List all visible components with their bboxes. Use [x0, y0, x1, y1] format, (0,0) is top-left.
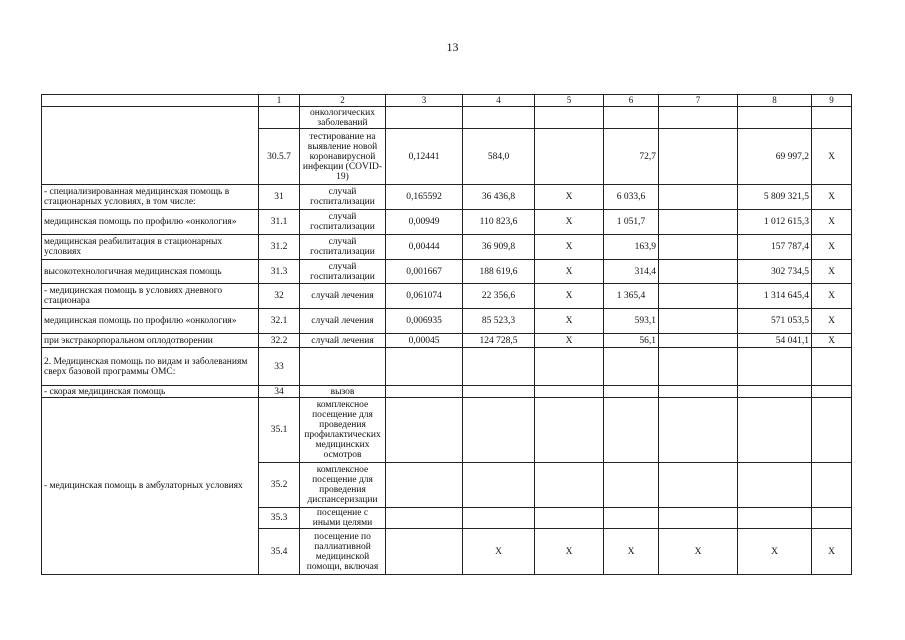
- cell-col4: 584,0: [463, 129, 535, 185]
- table-row: [42, 309, 852, 334]
- data-table: [41, 94, 852, 575]
- cell-col9: X: [812, 529, 852, 575]
- row-code-cell: 31.2: [259, 235, 300, 260]
- cell-col8: 302 734,5: [738, 260, 812, 284]
- row-code-cell: 34: [259, 386, 300, 398]
- cell-col8: 5 809 321,5: [738, 185, 812, 210]
- cell-col3: 0,061074: [386, 284, 463, 309]
- header-cell-7: 7: [659, 95, 738, 107]
- row-code-cell: 35.1: [259, 398, 300, 463]
- row-unit-cell: [300, 348, 386, 386]
- cell-col3: [386, 529, 463, 575]
- cell-col3: 0,00949: [386, 210, 463, 235]
- cell-col9: X: [812, 284, 852, 309]
- row-code-cell: 31.1: [259, 210, 300, 235]
- cell-col4: X: [463, 529, 535, 575]
- row-unit-cell: посещение с иными целями: [300, 508, 386, 529]
- row-code-cell: 30.5.7: [259, 129, 300, 185]
- cell-col6: 72,7: [604, 129, 659, 185]
- table-row: [42, 185, 852, 210]
- header-row: [42, 95, 852, 107]
- cell-col8: 1 012 615,3: [738, 210, 812, 235]
- cell-col8: X: [738, 529, 812, 575]
- cell-col3: 0,001667: [386, 260, 463, 284]
- row-code-cell: 31.3: [259, 260, 300, 284]
- row-unit-cell: случай госпитализации: [300, 260, 386, 284]
- cell-col5: X: [535, 284, 604, 309]
- cell-col5: X: [535, 309, 604, 334]
- header-cell-2: 2: [300, 95, 386, 107]
- cell-col7: [659, 129, 738, 185]
- row-unit-cell: комплексное посещение для проведения профилактических медицинских осмотров: [300, 398, 386, 463]
- header-cell-8: 8: [738, 95, 812, 107]
- cell-col7: [659, 309, 738, 334]
- cell-col9: X: [812, 334, 852, 348]
- row-code-cell: 32.1: [259, 309, 300, 334]
- row-name-cell: 2. Медицинская помощь по видам и заболеваниям сверх базовой программы ОМС:: [42, 348, 259, 386]
- row-code-cell: [259, 107, 300, 129]
- cell-col3: 0,006935: [386, 309, 463, 334]
- cell-col7: [659, 334, 738, 348]
- cell-col7: [659, 235, 738, 260]
- table-row: [42, 260, 852, 284]
- cell-col9: X: [812, 210, 852, 235]
- cell-col8: 54 041,1: [738, 334, 812, 348]
- row-unit-cell: случай госпитализации: [300, 185, 386, 210]
- row-unit-cell: вызов: [300, 386, 386, 398]
- row-name-cell: высокотехнологичная медицинская помощь: [42, 260, 259, 284]
- cell-col7: [659, 210, 738, 235]
- cell-col8: 69 997,2: [738, 129, 812, 185]
- cell-col5: X: [535, 210, 604, 235]
- table-row: [42, 348, 852, 386]
- cell-col9: X: [812, 129, 852, 185]
- cell-col6: 1 365,4: [604, 284, 659, 309]
- table-row: [42, 398, 852, 463]
- header-cell-9: 9: [812, 95, 852, 107]
- cell-col7: [659, 284, 738, 309]
- row-name-cell: - медицинская помощь в амбулаторных условиях: [42, 398, 259, 575]
- row-code-cell: 35.2: [259, 463, 300, 508]
- cell-col6: X: [604, 529, 659, 575]
- row-name-cell: при экстракорпоральном оплодотворении: [42, 334, 259, 348]
- row-code-cell: 32: [259, 284, 300, 309]
- row-code-cell: 32.2: [259, 334, 300, 348]
- header-cell-6: 6: [604, 95, 659, 107]
- row-unit-cell: случай госпитализации: [300, 235, 386, 260]
- table-row: [42, 334, 852, 348]
- table-row: [42, 386, 852, 398]
- cell-col6: 56,1: [604, 334, 659, 348]
- row-code-cell: 33: [259, 348, 300, 386]
- row-name-cell: [42, 107, 259, 185]
- row-unit-cell: онкологических заболеваний: [300, 107, 386, 129]
- row-unit-cell: посещение по паллиативной медицинской помощи, включая: [300, 529, 386, 575]
- cell-col7: X: [659, 529, 738, 575]
- cell-col6: 593,1: [604, 309, 659, 334]
- cell-col4: 124 728,5: [463, 334, 535, 348]
- cell-col7: [659, 185, 738, 210]
- row-name-cell: медицинская помощь по профилю «онкология»: [42, 309, 259, 334]
- cell-col6: 163,9: [604, 235, 659, 260]
- cell-col5: X: [535, 235, 604, 260]
- row-code-cell: 31: [259, 185, 300, 210]
- table-row: [42, 235, 852, 260]
- cell-col5: X: [535, 260, 604, 284]
- cell-col3: 0,00444: [386, 235, 463, 260]
- cell-col8: 1 314 645,4: [738, 284, 812, 309]
- cell-col3: 0,165592: [386, 185, 463, 210]
- cell-col3: 0,12441: [386, 129, 463, 185]
- cell-col4: 110 823,6: [463, 210, 535, 235]
- row-unit-cell: случай лечения: [300, 334, 386, 348]
- page-number: 13: [446, 40, 459, 54]
- cell-col4: 36 909,8: [463, 235, 535, 260]
- row-name-cell: - медицинская помощь в условиях дневного стационара: [42, 284, 259, 309]
- header-cell-1: 1: [259, 95, 300, 107]
- cell-col9: X: [812, 260, 852, 284]
- cell-col6: 6 033,6: [604, 185, 659, 210]
- row-name-cell: - скорая медицинская помощь: [42, 386, 259, 398]
- row-unit-cell: комплексное посещение для проведения диспансеризации: [300, 463, 386, 508]
- row-code-cell: 35.4: [259, 529, 300, 575]
- table-row: [42, 284, 852, 309]
- cell-col5: X: [535, 185, 604, 210]
- cell-col8: 157 787,4: [738, 235, 812, 260]
- cell-col4: 188 619,6: [463, 260, 535, 284]
- cell-col5: X: [535, 529, 604, 575]
- row-name-cell: медицинская помощь по профилю «онкология»: [42, 210, 259, 235]
- cell-col8: 571 053,5: [738, 309, 812, 334]
- cell-col6: 1 051,7: [604, 210, 659, 235]
- cell-col3: 0,00045: [386, 334, 463, 348]
- header-cell-4: 4: [463, 95, 535, 107]
- row-unit-cell: случай лечения: [300, 284, 386, 309]
- header-cell-5: 5: [535, 95, 604, 107]
- cell-col5: X: [535, 334, 604, 348]
- table-row: [42, 210, 852, 235]
- cell-col4: 22 356,6: [463, 284, 535, 309]
- row-code-cell: 35.3: [259, 508, 300, 529]
- cell-col9: X: [812, 235, 852, 260]
- table-row: [42, 107, 852, 129]
- cell-col7: [659, 260, 738, 284]
- cell-col4: 36 436,8: [463, 185, 535, 210]
- row-unit-cell: случай госпитализации: [300, 210, 386, 235]
- header-cell-3: 3: [386, 95, 463, 107]
- row-unit-cell: тестирование на выявление новой коронавирусной инфекции (COVID-19): [300, 129, 386, 185]
- cell-col6: 314,4: [604, 260, 659, 284]
- row-name-cell: медицинская реабилитация в стационарных условиях: [42, 235, 259, 260]
- cell-col9: X: [812, 309, 852, 334]
- cell-col9: X: [812, 185, 852, 210]
- cell-col5: [535, 129, 604, 185]
- row-unit-cell: случай лечения: [300, 309, 386, 334]
- cell-col4: 85 523,3: [463, 309, 535, 334]
- header-cell-name: [42, 95, 259, 107]
- row-name-cell: - специализированная медицинская помощь в стационарных условиях, в том числе:: [42, 185, 259, 210]
